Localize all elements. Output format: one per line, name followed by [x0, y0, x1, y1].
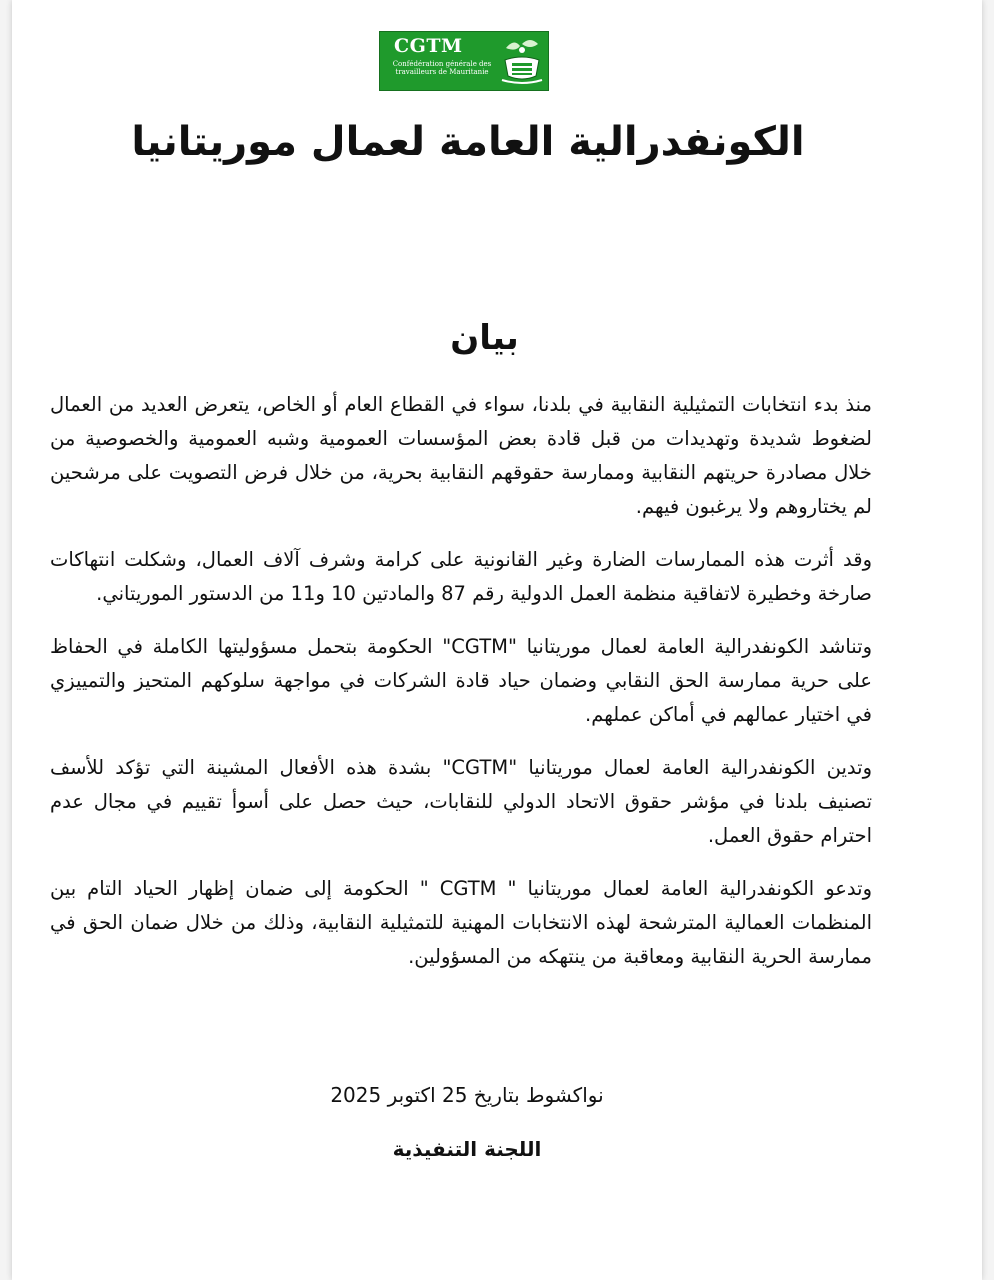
statement-heading: بيان — [450, 318, 519, 358]
place-and-date: نواكشوط بتاريخ 25 اكتوبر 2025 — [330, 1083, 604, 1107]
cgtm-logo — [379, 31, 549, 91]
logo-abbreviation: CGTM — [394, 35, 463, 57]
document-page — [12, 0, 982, 1280]
paragraph: وتناشد الكونفدرالية العامة لعمال موريتانيا "CGTM" الحكومة بتحمل مسؤوليتها الكاملة في الحفاظ على حرية ممارسة الحق النقابي وضمان حياد قادة الشركات في مواجهة سلوكهم المتحيز والتمييزي في اختيار عمالهم في أماكن عملهم. — [50, 635, 872, 726]
logo-subtitle: Confédération générale des travailleurs de Mauritanie — [392, 60, 492, 76]
union-emblem-icon — [500, 36, 544, 86]
paragraph: وقد أثرت هذه الممارسات الضارة وغير القانونية على كرامة وشرف آلاف العمال، وشكلت انتهاكات صارخة وخطيرة لاتفاقية منظمة العمل الدولية رقم 87 والمادتين 10 و11 من الدستور الموريتاني. — [50, 548, 872, 605]
paragraph: منذ بدء انتخابات التمثيلية النقابية في بلدنا، سواء في القطاع العام أو الخاص، يتعرض العديد من العمال لضغوط شديدة وتهديدات من قبل قادة بعض المؤسسات العمومية وشبه العمومية والخصوصية من خلال مصادرة حريتهم النقابية وممارسة حقوقهم النقابية بحرية، من خلال فرض التصويت على مرشحين لم يختاروهم ولا يرغبون فيهم. — [50, 393, 872, 518]
paragraph: وتدعو الكونفدرالية العامة لعمال موريتانيا " CGTM " الحكومة إلى ضمان إظهار الحياد التام بين المنظمات العمالية المترشحة لهذه الانتخابات المهنية للتمثيلية النقابية، وذلك من خلال ضمان الحق في ممارسة الحرية النقابية ومعاقبة من ينتهكه من المسؤولين. — [50, 877, 872, 968]
statement-body — [50, 388, 872, 993]
signatory: اللجنة التنفيذية — [392, 1137, 542, 1161]
organization-title: الكونفدرالية العامة لعمال موريتانيا — [131, 119, 805, 165]
paragraph: وتدين الكونفدرالية العامة لعمال موريتانيا "CGTM" بشدة هذه الأفعال المشينة التي تؤكد للأسف تصنيف بلدنا في مؤشر حقوق الاتحاد الدولي للنقابات، حيث حصل على أسوأ تقييم في مجال عدم احترام حقوق العمل. — [50, 756, 872, 847]
